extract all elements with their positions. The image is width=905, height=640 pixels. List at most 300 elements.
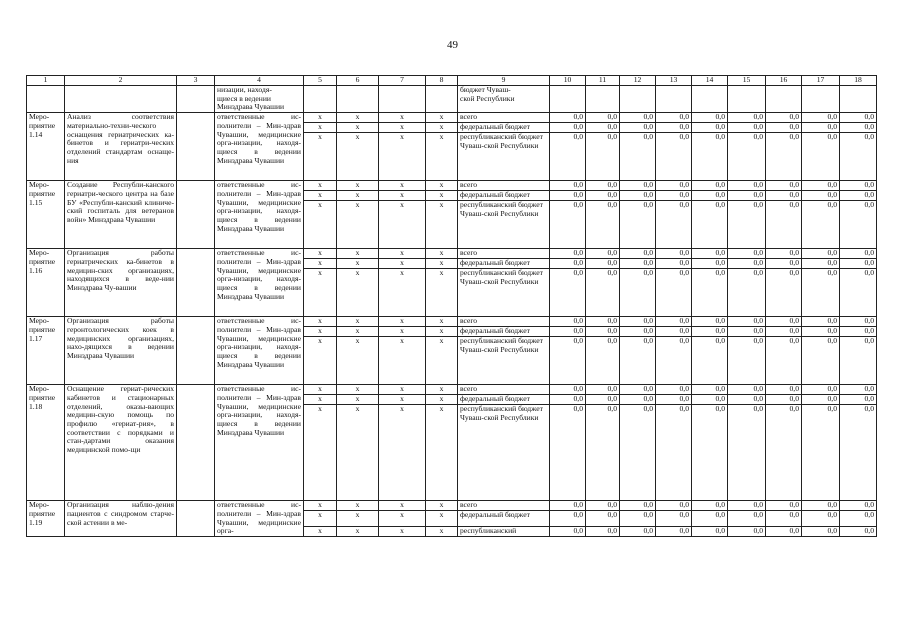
value-cell: 0,0 — [586, 259, 620, 269]
code-cell: x — [337, 337, 379, 385]
funding-source: всего — [458, 181, 550, 191]
funding-source: всего — [458, 501, 550, 511]
value-cell: 0,0 — [802, 259, 840, 269]
funding-source: федеральный бюджет — [458, 395, 550, 405]
event-name: Организация работы гериатрических ка-бинетов в медицин-ских организациях, находящихся в веде-нии Минздрава Чу-вашии — [65, 249, 177, 317]
value-cell: 0,0 — [656, 133, 692, 181]
code-cell: x — [426, 181, 458, 191]
value-cell: 0,0 — [586, 123, 620, 133]
value-cell: 0,0 — [840, 511, 877, 527]
value-cell: 0,0 — [766, 385, 802, 395]
value-cell: 0,0 — [656, 181, 692, 191]
value-cell: 0,0 — [586, 201, 620, 249]
code-cell: x — [337, 259, 379, 269]
value-cell: 0,0 — [656, 123, 692, 133]
value-cell: 0,0 — [692, 395, 728, 405]
code-cell: x — [379, 511, 426, 527]
header-col-6: 6 — [337, 76, 379, 86]
value-cell: 0,0 — [728, 501, 766, 511]
code-cell: x — [379, 337, 426, 385]
continuation-row — [27, 86, 877, 113]
value-cell: 0,0 — [692, 259, 728, 269]
value-cell: 0,0 — [656, 259, 692, 269]
value-cell: 0,0 — [840, 201, 877, 249]
cont-executor: низации, находя- щиеся в ведении Минздрава Чувашии — [215, 86, 304, 113]
value-cell: 0,0 — [620, 327, 656, 337]
value-cell: 0,0 — [550, 113, 586, 123]
value-cell: 0,0 — [586, 527, 620, 537]
value-cell: 0,0 — [692, 181, 728, 191]
value-cell: 0,0 — [692, 191, 728, 201]
code-cell: x — [379, 501, 426, 511]
header-col-13: 13 — [656, 76, 692, 86]
value-cell: 0,0 — [766, 511, 802, 527]
code-cell: x — [304, 337, 337, 385]
value-cell: 0,0 — [550, 405, 586, 501]
value-cell: 0,0 — [550, 191, 586, 201]
code-cell: x — [304, 395, 337, 405]
value-cell: 0,0 — [840, 395, 877, 405]
header-col-15: 15 — [728, 76, 766, 86]
event-name: Анализ соответствия материально-техни-ческого оснащения гериатрических ка-бинетов и гериатри-ческих отделений стандартам оснаще-ния — [65, 113, 177, 181]
value-cell: 0,0 — [620, 201, 656, 249]
value-cell: 0,0 — [728, 123, 766, 133]
event-col3 — [177, 249, 215, 317]
code-cell: x — [304, 527, 337, 537]
funding-source: федеральный бюджет — [458, 259, 550, 269]
value-cell: 0,0 — [586, 327, 620, 337]
code-cell: x — [379, 395, 426, 405]
page-number: 49 — [447, 39, 458, 51]
event-col3 — [177, 317, 215, 385]
value-cell: 0,0 — [728, 385, 766, 395]
value-cell: 0,0 — [620, 527, 656, 537]
value-cell: 0,0 — [620, 269, 656, 317]
value-cell: 0,0 — [620, 405, 656, 501]
value-cell: 0,0 — [586, 269, 620, 317]
table-row — [27, 249, 877, 259]
value-cell: 0,0 — [728, 259, 766, 269]
value-cell: 0,0 — [620, 511, 656, 527]
value-cell: 0,0 — [840, 259, 877, 269]
code-cell: x — [379, 317, 426, 327]
value-cell: 0,0 — [550, 259, 586, 269]
value-cell: 0,0 — [692, 501, 728, 511]
funding-source: республиканский — [458, 527, 550, 537]
cont-col3 — [177, 86, 215, 113]
event-name: Организация наблю-дения пациентов с синдромом старче-ской астении в ме- — [65, 501, 177, 537]
code-cell: x — [379, 191, 426, 201]
value-cell: 0,0 — [656, 201, 692, 249]
header-col-10: 10 — [550, 76, 586, 86]
header-col-16: 16 — [766, 76, 802, 86]
code-cell: x — [304, 259, 337, 269]
value-cell: 0,0 — [802, 113, 840, 123]
value-cell: 0,0 — [656, 511, 692, 527]
code-cell: x — [426, 269, 458, 317]
value-cell: 0,0 — [766, 501, 802, 511]
value-cell: 0,0 — [802, 395, 840, 405]
funding-source: федеральный бюджет — [458, 123, 550, 133]
value-cell: 0,0 — [586, 191, 620, 201]
cont-col2 — [65, 86, 177, 113]
value-cell: 0,0 — [728, 133, 766, 181]
code-cell: x — [426, 405, 458, 501]
value-cell: 0,0 — [840, 385, 877, 395]
header-col-3: 3 — [177, 76, 215, 86]
value-cell: 0,0 — [840, 249, 877, 259]
value-cell: 0,0 — [728, 527, 766, 537]
event-executor: ответственные ис-полнители – Мин-здрав Чувашии, медицинские орга-низации, находя-щиеся в ведении Минздрава Чувашии — [215, 181, 304, 249]
value-cell: 0,0 — [802, 317, 840, 327]
event-col3 — [177, 181, 215, 249]
value-cell: 0,0 — [620, 133, 656, 181]
value-cell: 0,0 — [802, 327, 840, 337]
value-cell: 0,0 — [766, 113, 802, 123]
code-cell: x — [426, 317, 458, 327]
value-cell: 0,0 — [728, 327, 766, 337]
value-cell: 0,0 — [766, 327, 802, 337]
event-executor: ответственные ис-полнители – Мин-здрав Чувашии, медицинские орга-низации, находя-щиеся в ведении Минздрава Чувашии — [215, 385, 304, 501]
value-cell: 0,0 — [728, 511, 766, 527]
value-cell: 0,0 — [550, 133, 586, 181]
value-cell: 0,0 — [586, 395, 620, 405]
value-cell: 0,0 — [840, 527, 877, 537]
value-cell: 0,0 — [802, 249, 840, 259]
value-cell: 0,0 — [550, 269, 586, 317]
event-number: Меро- приятие 1.17 — [27, 317, 65, 385]
value-cell: 0,0 — [840, 501, 877, 511]
value-cell: 0,0 — [692, 405, 728, 501]
code-cell: x — [337, 527, 379, 537]
value-cell: 0,0 — [586, 317, 620, 327]
value-cell: 0,0 — [766, 181, 802, 191]
value-cell: 0,0 — [728, 181, 766, 191]
code-cell: x — [379, 327, 426, 337]
value-cell: 0,0 — [656, 337, 692, 385]
funding-source: всего — [458, 113, 550, 123]
value-cell: 0,0 — [802, 123, 840, 133]
value-cell: 0,0 — [692, 123, 728, 133]
value-cell: 0,0 — [550, 511, 586, 527]
value-cell: 0,0 — [620, 259, 656, 269]
value-cell: 0,0 — [840, 269, 877, 317]
code-cell: x — [426, 337, 458, 385]
funding-source: федеральный бюджет — [458, 511, 550, 527]
funding-source: всего — [458, 385, 550, 395]
value-cell: 0,0 — [802, 133, 840, 181]
code-cell: x — [426, 527, 458, 537]
value-cell: 0,0 — [586, 501, 620, 511]
value-cell: 0,0 — [692, 327, 728, 337]
code-cell: x — [304, 511, 337, 527]
header-col-2: 2 — [65, 76, 177, 86]
value-cell: 0,0 — [550, 317, 586, 327]
code-cell: x — [426, 259, 458, 269]
value-cell: 0,0 — [840, 191, 877, 201]
value-cell: 0,0 — [802, 337, 840, 385]
value-cell: 0,0 — [766, 527, 802, 537]
event-col3 — [177, 501, 215, 537]
table-row — [27, 501, 877, 511]
code-cell: x — [379, 249, 426, 259]
value-cell: 0,0 — [692, 133, 728, 181]
value-cell: 0,0 — [550, 501, 586, 511]
value-cell: 0,0 — [766, 269, 802, 317]
value-cell: 0,0 — [586, 113, 620, 123]
value-cell: 0,0 — [728, 337, 766, 385]
code-cell: x — [379, 123, 426, 133]
header-col-11: 11 — [586, 76, 620, 86]
code-cell: x — [426, 511, 458, 527]
value-cell: 0,0 — [766, 123, 802, 133]
header-col-14: 14 — [692, 76, 728, 86]
value-cell: 0,0 — [692, 511, 728, 527]
value-cell: 0,0 — [728, 201, 766, 249]
funding-source: республиканский бюджет Чуваш-ской Республики — [458, 405, 550, 501]
value-cell: 0,0 — [840, 113, 877, 123]
code-cell: x — [337, 501, 379, 511]
code-cell: x — [304, 405, 337, 501]
code-cell: x — [379, 113, 426, 123]
value-cell: 0,0 — [802, 511, 840, 527]
value-cell: 0,0 — [766, 201, 802, 249]
code-cell: x — [426, 123, 458, 133]
table-row — [27, 181, 877, 191]
code-cell: x — [304, 249, 337, 259]
value-cell: 0,0 — [550, 327, 586, 337]
code-cell: x — [426, 395, 458, 405]
value-cell: 0,0 — [840, 123, 877, 133]
value-cell: 0,0 — [586, 249, 620, 259]
value-cell: 0,0 — [620, 191, 656, 201]
value-cell: 0,0 — [656, 269, 692, 317]
value-cell: 0,0 — [656, 385, 692, 395]
value-cell: 0,0 — [656, 405, 692, 501]
value-cell: 0,0 — [656, 113, 692, 123]
value-cell: 0,0 — [802, 191, 840, 201]
value-cell: 0,0 — [586, 511, 620, 527]
value-cell: 0,0 — [656, 327, 692, 337]
value-cell: 0,0 — [802, 385, 840, 395]
value-cell: 0,0 — [656, 395, 692, 405]
code-cell: x — [379, 133, 426, 181]
funding-source: республиканский бюджет Чуваш-ской Республики — [458, 337, 550, 385]
code-cell: x — [337, 191, 379, 201]
value-cell: 0,0 — [728, 269, 766, 317]
value-cell: 0,0 — [692, 317, 728, 327]
code-cell: x — [304, 385, 337, 395]
code-cell: x — [379, 405, 426, 501]
code-cell: x — [304, 201, 337, 249]
value-cell: 0,0 — [766, 191, 802, 201]
value-cell: 0,0 — [550, 201, 586, 249]
value-cell: 0,0 — [550, 249, 586, 259]
value-cell: 0,0 — [586, 405, 620, 501]
table-row — [27, 385, 877, 395]
code-cell: x — [337, 249, 379, 259]
header-col-18: 18 — [840, 76, 877, 86]
event-number: Меро- приятие 1.19 — [27, 501, 65, 537]
value-cell: 0,0 — [766, 249, 802, 259]
value-cell: 0,0 — [840, 181, 877, 191]
value-cell: 0,0 — [620, 113, 656, 123]
table-row — [27, 317, 877, 327]
event-number: Меро- приятие 1.15 — [27, 181, 65, 249]
value-cell: 0,0 — [840, 327, 877, 337]
value-cell: 0,0 — [840, 337, 877, 385]
event-number: Меро- приятие 1.14 — [27, 113, 65, 181]
value-cell: 0,0 — [802, 269, 840, 317]
table-body — [27, 76, 877, 537]
header-col-17: 17 — [802, 76, 840, 86]
value-cell: 0,0 — [620, 249, 656, 259]
value-cell: 0,0 — [802, 201, 840, 249]
value-cell: 0,0 — [766, 133, 802, 181]
value-cell: 0,0 — [620, 501, 656, 511]
value-cell: 0,0 — [586, 181, 620, 191]
value-cell: 0,0 — [586, 337, 620, 385]
header-col-9: 9 — [458, 76, 550, 86]
funding-source: федеральный бюджет — [458, 191, 550, 201]
code-cell: x — [304, 327, 337, 337]
code-cell: x — [337, 511, 379, 527]
value-cell: 0,0 — [620, 317, 656, 327]
code-cell: x — [337, 269, 379, 317]
table-row — [27, 113, 877, 123]
code-cell: x — [337, 317, 379, 327]
header-col-12: 12 — [620, 76, 656, 86]
value-cell: 0,0 — [728, 405, 766, 501]
event-col3 — [177, 385, 215, 501]
value-cell: 0,0 — [728, 317, 766, 327]
code-cell: x — [379, 201, 426, 249]
code-cell: x — [337, 395, 379, 405]
funding-source: федеральный бюджет — [458, 327, 550, 337]
value-cell: 0,0 — [692, 337, 728, 385]
value-cell: 0,0 — [692, 527, 728, 537]
cont-col1 — [27, 86, 65, 113]
code-cell: x — [337, 327, 379, 337]
code-cell: x — [304, 269, 337, 317]
value-cell: 0,0 — [620, 385, 656, 395]
value-cell: 0,0 — [728, 249, 766, 259]
code-cell: x — [379, 181, 426, 191]
value-cell: 0,0 — [586, 385, 620, 395]
event-executor: ответственные ис-полнители – Мин-здрав Чувашии, медицинские орга-низации, находя-щиеся в ведении Минздрава Чувашии — [215, 113, 304, 181]
code-cell: x — [304, 123, 337, 133]
value-cell: 0,0 — [656, 249, 692, 259]
value-cell: 0,0 — [656, 317, 692, 327]
value-cell: 0,0 — [656, 527, 692, 537]
value-cell: 0,0 — [802, 501, 840, 511]
value-cell: 0,0 — [766, 317, 802, 327]
code-cell: x — [337, 201, 379, 249]
code-cell: x — [337, 133, 379, 181]
value-cell: 0,0 — [692, 385, 728, 395]
code-cell: x — [426, 327, 458, 337]
value-cell: 0,0 — [586, 133, 620, 181]
value-cell: 0,0 — [620, 337, 656, 385]
code-cell: x — [304, 317, 337, 327]
event-executor: ответственные ис-полнители – Мин-здрав Чувашии, медицинские орга-низации, находя-щиеся в ведении Минздрава Чувашии — [215, 249, 304, 317]
funding-source: республиканский бюджет Чуваш-ской Республики — [458, 133, 550, 181]
event-number: Меро- приятие 1.18 — [27, 385, 65, 501]
value-cell: 0,0 — [766, 337, 802, 385]
header-col-5: 5 — [304, 76, 337, 86]
code-cell: x — [426, 113, 458, 123]
code-cell: x — [426, 501, 458, 511]
event-col3 — [177, 113, 215, 181]
value-cell: 0,0 — [840, 133, 877, 181]
value-cell: 0,0 — [728, 191, 766, 201]
value-cell: 0,0 — [620, 395, 656, 405]
value-cell: 0,0 — [802, 181, 840, 191]
code-cell: x — [337, 181, 379, 191]
code-cell: x — [426, 191, 458, 201]
code-cell: x — [337, 113, 379, 123]
value-cell: 0,0 — [550, 123, 586, 133]
value-cell: 0,0 — [802, 405, 840, 501]
code-cell: x — [426, 385, 458, 395]
value-cell: 0,0 — [728, 395, 766, 405]
value-cell: 0,0 — [692, 201, 728, 249]
code-cell: x — [304, 501, 337, 511]
event-name: Организация работы геронтологических коек в медицинских организациях, нахо-дящихся в ведении Минздрава Чувашии — [65, 317, 177, 385]
code-cell: x — [304, 191, 337, 201]
value-cell: 0,0 — [840, 317, 877, 327]
budget-table — [26, 75, 877, 537]
value-cell: 0,0 — [692, 249, 728, 259]
value-cell: 0,0 — [802, 527, 840, 537]
value-cell: 0,0 — [766, 259, 802, 269]
value-cell: 0,0 — [656, 191, 692, 201]
event-executor: ответственные ис-полнители – Мин-здрав Чувашии, медицинские орга-низации, находя-щиеся в ведении Минздрава Чувашии — [215, 317, 304, 385]
event-name: Оснащение гериат-рических кабинетов и стационарных отделений, оказы-вающих медицин-скую помощь по профилю «гериат-рия», в соответствии с порядками и стан-дартами оказания медицинской помо-щи — [65, 385, 177, 501]
value-cell: 0,0 — [728, 113, 766, 123]
event-name: Создание Республи-канского гериатри-ческого центра на базе БУ «Республи-канский клиниче-ский госпиталь для ветеранов войн» Минздрава Чувашии — [65, 181, 177, 249]
funding-source: республиканский бюджет Чуваш-ской Республики — [458, 269, 550, 317]
code-cell: x — [304, 133, 337, 181]
event-number: Меро- приятие 1.16 — [27, 249, 65, 317]
funding-source: всего — [458, 249, 550, 259]
event-executor: ответственные ис-полнители – Мин-здрав Чувашии, медицинские орга- — [215, 501, 304, 537]
funding-source: республиканский бюджет Чуваш-ской Республики — [458, 201, 550, 249]
code-cell: x — [426, 133, 458, 181]
code-cell: x — [379, 259, 426, 269]
code-cell: x — [337, 385, 379, 395]
value-cell: 0,0 — [766, 405, 802, 501]
code-cell: x — [337, 123, 379, 133]
header-col-7: 7 — [379, 76, 426, 86]
header-col-4: 4 — [215, 76, 304, 86]
code-cell: x — [304, 113, 337, 123]
code-cell: x — [426, 249, 458, 259]
code-cell: x — [379, 269, 426, 317]
value-cell: 0,0 — [550, 385, 586, 395]
value-cell: 0,0 — [550, 395, 586, 405]
value-cell: 0,0 — [692, 269, 728, 317]
value-cell: 0,0 — [620, 181, 656, 191]
value-cell: 0,0 — [840, 405, 877, 501]
header-col-8: 8 — [426, 76, 458, 86]
cont-source: бюджет Чуваш- ской Республики — [458, 86, 550, 113]
value-cell: 0,0 — [550, 337, 586, 385]
code-cell: x — [337, 405, 379, 501]
header-col-1: 1 — [27, 76, 65, 86]
value-cell: 0,0 — [692, 113, 728, 123]
code-cell: x — [379, 385, 426, 395]
